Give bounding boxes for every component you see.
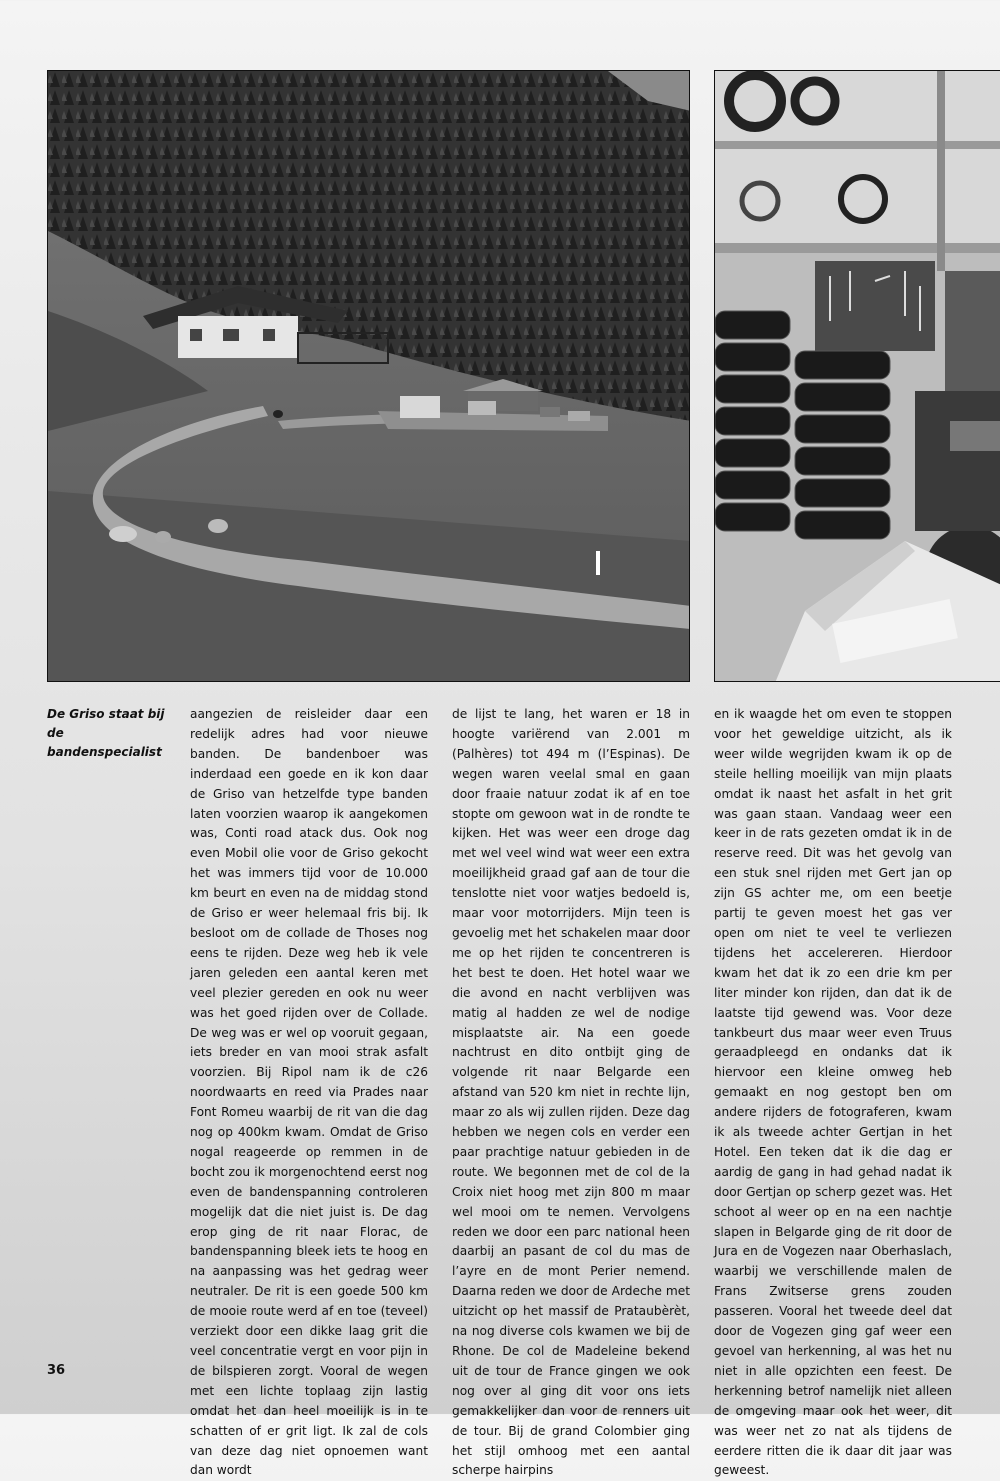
article-column-2: de lijst te lang, het waren er 18 in hoogte variërend van 2.001 m (Palhères) tot 494 m (l’Espinas). De wegen waren veelal smal en gaan door fraaie natuur zodat ik af en toe stopte om gewoon wat in de rondte te kijken. Het was weer een droge dag met wel veel wind wat weer een extra moeilijkheid graad gaf aan de tour die tenslotte niet voor watjes bedoeld is, maar voor motorrijders. Mijn teen is gevoelig met het schakelen maar door me op het rijden te concentreren is het best te doen. Het hotel waar we die avond en nacht verblijven was matig al hadden ze wel de nodige misplaatste air. Na een goede nachtrust en dito ontbijt ging de volgende rit naar Belgarde een afstand van 520 km niet in rechte lijn, maar zo als wij zullen rijden. Deze dag hebben we negen cols en verder een paar prachtige natuur gebieden in de route. We begonnen met de col de la Croix niet hoog met zijn 800 m maar wel mooi om te nemen. Vervolgens reden we door een parc national heen daarbij an pasant de col du mas de l’ayre en de mont Perier nemend. Daarna reden we door de Ardeche met uitzicht op het massif de Prataubèrèt, na nog diverse cols kwamen we bij de Rhone. De col de Madeleine bekend uit de tour de France gingen we ook nog over al ging dit voor ons iets gemakkelijker dan voor de renners uit de tour. Bij de grand Colombier ging het stijl omhoog met een aantal scherpe hairpins <box>452 707 690 1478</box>
photo-caption: De Griso staat bij de bandenspecialist <box>47 707 165 759</box>
mountain-road-image <box>48 71 690 682</box>
page-number: 36 <box>47 1363 66 1378</box>
article-column-1: aangezien de reisleider daar een redelijk adres had voor nieuwe banden. De bandenboer was inderdaad een goede en ik kon daar de Griso van hetzelfde type banden laten voorzien waarop ik aangekomen was, Conti road atack dus. Ook nog even Mobil olie voor de Griso gekocht het was immers tijd voor de 10.000 km beurt en even na de middag stond de Griso er weer helemaal fris bij. Ik besloot om de collade de Thoses nog eens te rijden. Deze weg heb ik vele jaren geleden een aantal keren met veel plezier gereden en ook nu weer was het goed rijden over de Collade. De weg was er wel op vooruit gegaan, iets breder en van mooi strak asfalt voorzien. Bij Ripol nam ik de c26 noordwaarts en reed via Prades naar Font Romeu waarbij de rit van die dag nog op 400km kwam. Omdat de Griso nogal reageerde op remmen in de bocht zou ik morgenochtend eerst nog even de bandenspanning controleren mogelijk dat die niet juist is. De dag erop ging de rit naar Florac, de bandenspanning bleek iets te hoog en na aanpassing was het gedrag weer neutraler. De rit is een goede 500 km de mooie route werd af en toe (teveel) verziekt door een dikke laag grit die veel concentratie vergt en voor pijn in de bilspieren zorgt. Vooral de wegen met een lichte toplaag zijn lastig omdat het dan heel moeilijk is in te schatten of er grit ligt. Ik zal de cols van deze dag niet opnoemen want dan wordt <box>190 707 428 1478</box>
article-column-3: en ik waagde het om even te stoppen voor het geweldige uitzicht, als ik weer wilde wegrijden kwam ik op de steile helling moeilijk van mijn plaats omdat ik naast het asfalt in het grit was gaan staan. Vandaag weer een keer in de rats gezeten omdat ik in de reserve reed. Dit was het gevolg van een stuk snel rijden met Gert jan op zijn GS achter me, om een beetje partij te geven moest het gas ver open om niet te veel te verliezen tijdens het accelereren. Hierdoor kwam het dat ik zo een drie km per liter minder kon rijden, dan dat ik de laatste tijd gewend was. Voor deze tankbeurt dus maar weer even Truus geraadpleegd en ondanks dat ik hiervoor een kleine omweg heb gemaakt en nog gestopt ben om andere rijders de fotograferen, kwam ik als tweede achter Gertjan in het Hotel. Een teken dat ik die dag er aardig de gang in had gehad nadat ik door Gertjan op scherp gezet was. Het schoot al weer op en na een nachtje slapen in Belgarde ging de rit door de Jura en de Vogezen naar Oberhaslach, waarbij we verschillende malen de Frans Zwitserse grens zouden passeren. Vooral het tweede deel dat door de Vogezen ging gaf weer een gevoel van herkenning, al was het nu niet in alle opzichten een feest. De herkenning betrof namelijk niet alleen de omgeving maar ook het weer, dit was weer net zo nat als tijdens de eerdere ritten die ik daar dit jaar was geweest. <box>714 707 952 1478</box>
tyre-shop-image <box>715 71 1000 682</box>
photo-mountain-road <box>47 70 690 682</box>
photo-tyre-shop <box>714 70 1000 682</box>
